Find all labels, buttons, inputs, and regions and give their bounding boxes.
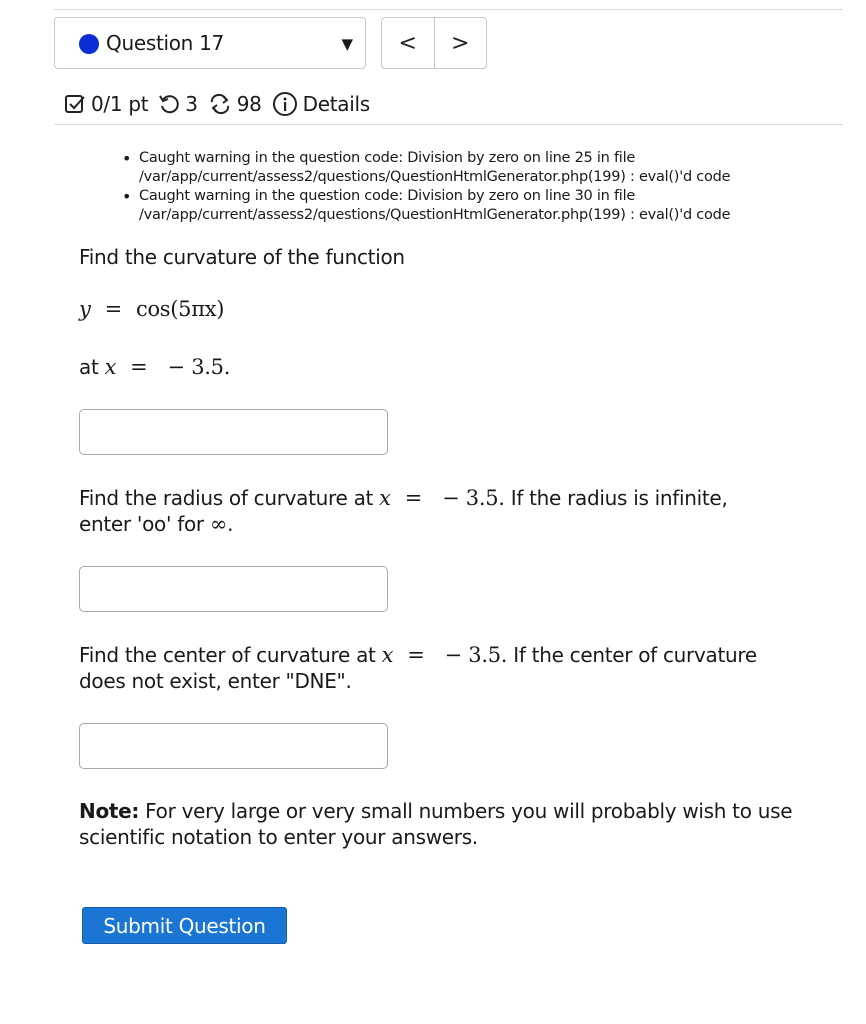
radius-question-line2 — [79, 511, 728, 537]
x-variable: x — [379, 486, 391, 510]
previous-question-button[interactable]: < — [382, 18, 435, 68]
top-divider — [54, 9, 843, 10]
question-selector[interactable] — [54, 17, 366, 69]
radius-question-tail: If the radius is infinite, — [510, 486, 728, 510]
details-button[interactable] — [272, 91, 370, 117]
x-value: − 3.5. — [167, 355, 231, 379]
warning-path: /var/app/current/assess2/questions/QuestionHtmlGenerator.php(199) : eval()'d code — [139, 207, 731, 223]
warning-list — [116, 149, 730, 225]
x-variable: x — [104, 355, 117, 379]
note-line1 — [79, 798, 792, 824]
retry-icon — [158, 93, 180, 115]
equals-sign: = — [407, 643, 425, 667]
evaluation-point — [79, 354, 230, 380]
period: . — [227, 512, 234, 536]
function-eq: = — [104, 297, 122, 321]
score-item — [64, 92, 148, 116]
infinity-symbol: ∞ — [209, 512, 228, 536]
question-label: Question 17 — [106, 31, 224, 55]
note — [79, 798, 792, 850]
x-value: − 3.5. — [444, 643, 508, 667]
question-nav — [381, 17, 487, 69]
note-label: Note: — [79, 799, 140, 823]
center-question — [79, 642, 757, 694]
center-answer-input[interactable] — [79, 723, 388, 769]
radius-answer-input[interactable] — [79, 566, 388, 612]
note-line2: scientific notation to enter your answers. — [79, 825, 478, 849]
radius-question — [79, 485, 728, 537]
at-label: at — [79, 355, 99, 379]
attempts-count: 98 — [236, 92, 262, 116]
x-value: − 3.5. — [442, 486, 505, 510]
note-text: For very large or very small numbers you will probably wish to use — [145, 799, 793, 823]
checkbox-icon — [64, 93, 86, 115]
radius-question-text: Find the radius of curvature at — [79, 486, 374, 510]
attempts-item — [208, 92, 262, 116]
warning-item — [116, 149, 730, 187]
curvature-answer-input[interactable] — [79, 409, 388, 455]
submit-question-button[interactable]: Submit Question — [82, 907, 287, 944]
score-text: 0/1 pt — [91, 92, 149, 116]
center-question-line1 — [79, 642, 757, 668]
next-question-button[interactable]: > — [451, 30, 470, 56]
retries-item — [158, 92, 197, 116]
center-question-text: Find the center of curvature at — [79, 643, 376, 667]
warning-line: • Caught warning in the question code: Division by zero on line 30 in file — [139, 188, 636, 204]
details-label: Details — [302, 92, 370, 116]
question-intro: Find the curvature of the function — [79, 245, 405, 269]
equals-sign: = — [130, 355, 148, 379]
function-y: y — [79, 297, 91, 321]
warning-item — [116, 187, 730, 225]
function-expression — [79, 296, 224, 322]
warning-line: • Caught warning in the question code: Division by zero on line 25 in file — [139, 150, 636, 166]
warning-path: /var/app/current/assess2/questions/QuestionHtmlGenerator.php(199) : eval()'d code — [139, 169, 731, 185]
meta-divider — [54, 124, 843, 125]
dropdown-caret-icon: ▼ — [341, 35, 353, 53]
radius-hint: enter 'oo' for — [79, 512, 204, 536]
info-icon — [272, 91, 298, 117]
center-question-tail: If the center of curvature — [513, 643, 757, 667]
status-dot-icon — [79, 34, 99, 54]
center-question-line2: does not exist, enter "DNE". — [79, 669, 352, 693]
retries-count: 3 — [185, 92, 198, 116]
x-variable: x — [381, 643, 394, 667]
function-rhs: cos(5πx) — [136, 297, 225, 321]
question-meta — [64, 89, 380, 119]
attempts-icon — [208, 92, 232, 116]
equals-sign: = — [404, 486, 423, 510]
radius-question-line1 — [79, 485, 728, 511]
